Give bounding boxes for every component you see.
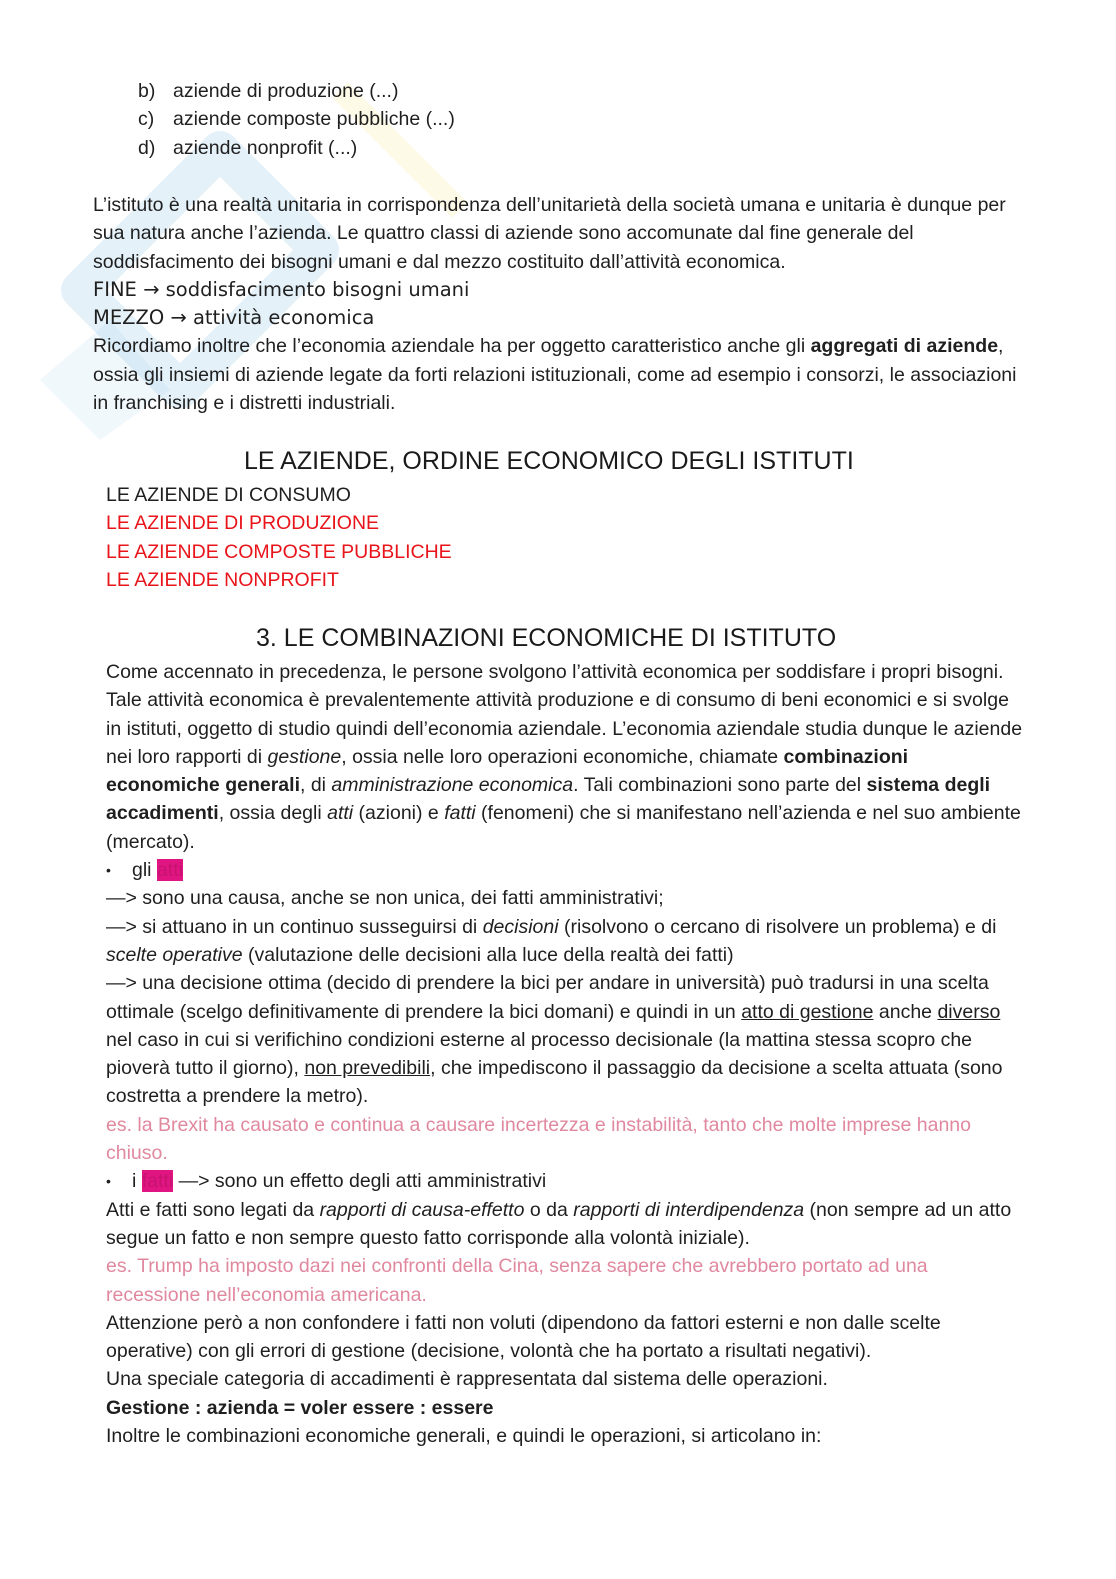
list-item: d) aziende nonprofit (...) (138, 136, 358, 159)
example-note: es. Trump ha imposto dazi nei confronti della Cina, senza sapere che avrebbero portato ad una recessione nell’economia americana. (106, 1255, 928, 1306)
list-item: LE AZIENDE DI PRODUZIONE (106, 512, 380, 535)
paragraph: Inoltre le combinazioni economiche generali, e quindi le operazioni, si articolano in: (106, 1425, 822, 1448)
bullet-icon: • (106, 862, 111, 879)
list-item: LE AZIENDE NONPROFIT (106, 568, 339, 591)
highlight: fatti (141, 1170, 174, 1193)
formula: Gestione : azienda = voler essere : essere (106, 1396, 494, 1419)
intro-block (93, 191, 1023, 417)
bullet-item-fatti: • i fatti —> sono un effetto degli atti amministrativi (106, 1167, 1026, 1195)
paragraph: Attenzione però a non confondere i fatti non voluti (dipendono da fattori esterni e non dalle scelte operative) con gli errori di gestione (decisione, volontà che ha portato a risultati negativi). (106, 1311, 941, 1363)
paragraph: —> sono una causa, anche se non unica, dei fatti amministrativi; (106, 887, 664, 910)
bullet-item-atti: • gli atti (106, 856, 1026, 884)
highlight: atti (156, 859, 183, 882)
paragraph: Atti e fatti sono legati da rapporti di causa-effetto o da rapporti di interdipendenza (non sempre ad un atto segue un fatto e non sempre questo fatto corrisponde alla volontà iniziale). (106, 1198, 1012, 1249)
combinazioni-block (106, 658, 1026, 1450)
paragraph: —> una decisione ottima (decido di prendere la bici per andare in università) può tradursi in una scelta ottimale (scelgo definitivamente di prendere la bici domani) e quindi in un atto di gestione anche diverso nel caso in cui si verifichino condizioni esterne al processo decisionale (la mattina stessa scopro che pioverà tutto il giorno), non prevedibili, che impediscono il passaggio da decisione a scelta attuata (sono costretta a prendere la metro). (106, 972, 1003, 1108)
paragraph: —> si attuano in un continuo susseguirsi di decisioni (risolvono o cercano di risolvere un problema) e di scelte operative (valutazione delle decisioni alla luce della realtà dei fatti) (106, 915, 997, 966)
aziende-list (106, 481, 452, 594)
list-item: c) aziende composte pubbliche (...) (138, 108, 455, 131)
paragraph: L’istituto è una realtà unitaria in corrispondenza dell’unitarietà della società umana e unitaria è dunque per sua natura anche l’azienda. Le quattro classi di aziende sono accomunate dal fine generale del soddisfacimento dei bisogni umani e dal mezzo costituito dall’attività economica. (93, 194, 1006, 273)
bullet-icon: • (106, 1173, 111, 1190)
list-item: LE AZIENDE COMPOSTE PUBBLICHE (106, 540, 452, 563)
list-item: b) aziende di produzione (...) (138, 80, 399, 102)
fine-line: FINE → soddisfacimento bisogni umani (93, 277, 470, 301)
mezzo-line: MEZZO → attività economica (93, 306, 375, 330)
paragraph: Una speciale categoria di accadimenti è rappresentata dal sistema delle operazioni. (106, 1368, 828, 1391)
example-note: es. la Brexit ha causato e continua a causare incertezza e instabilità, tanto che molte imprese hanno chiuso. (106, 1113, 971, 1165)
list-item: LE AZIENDE DI CONSUMO (106, 484, 351, 506)
paragraph: Ricordiamo inoltre che l’economia aziendale ha per oggetto caratteristico anche gli aggregati di aziende, ossia gli insiemi di aziende legate da forti relazioni istituzionali, come ad esempio i consorzi, le associazioni in franchising e i distretti industriali. (93, 335, 1017, 415)
classification-list (138, 77, 455, 162)
paragraph: Come accennato in precedenza, le persone svolgono l’attività economica per soddisfare i propri bisogni. Tale attività economica è prevalentemente attività produzione e di consumo di beni economici e si svolge in istituti, oggetto di studio quindi dell’economia aziendale. L’economia aziendale studia dunque le aziende nei loro rapporti di gestione, ossia nelle loro operazioni economiche, chiamate combinazioni economiche generali, di amministrazione economica. Tali combinazioni sono parte del sistema degli accadimenti, ossia degli atti (azioni) e fatti (fenomeni) che si manifestano nell’azienda e nel suo ambiente (mercato). (106, 661, 1023, 853)
section-heading: 3. LE COMBINAZIONI ECONOMICHE DI ISTITUTO (256, 624, 837, 652)
section-heading: LE AZIENDE, ORDINE ECONOMICO DEGLI ISTITUTI (244, 447, 854, 475)
